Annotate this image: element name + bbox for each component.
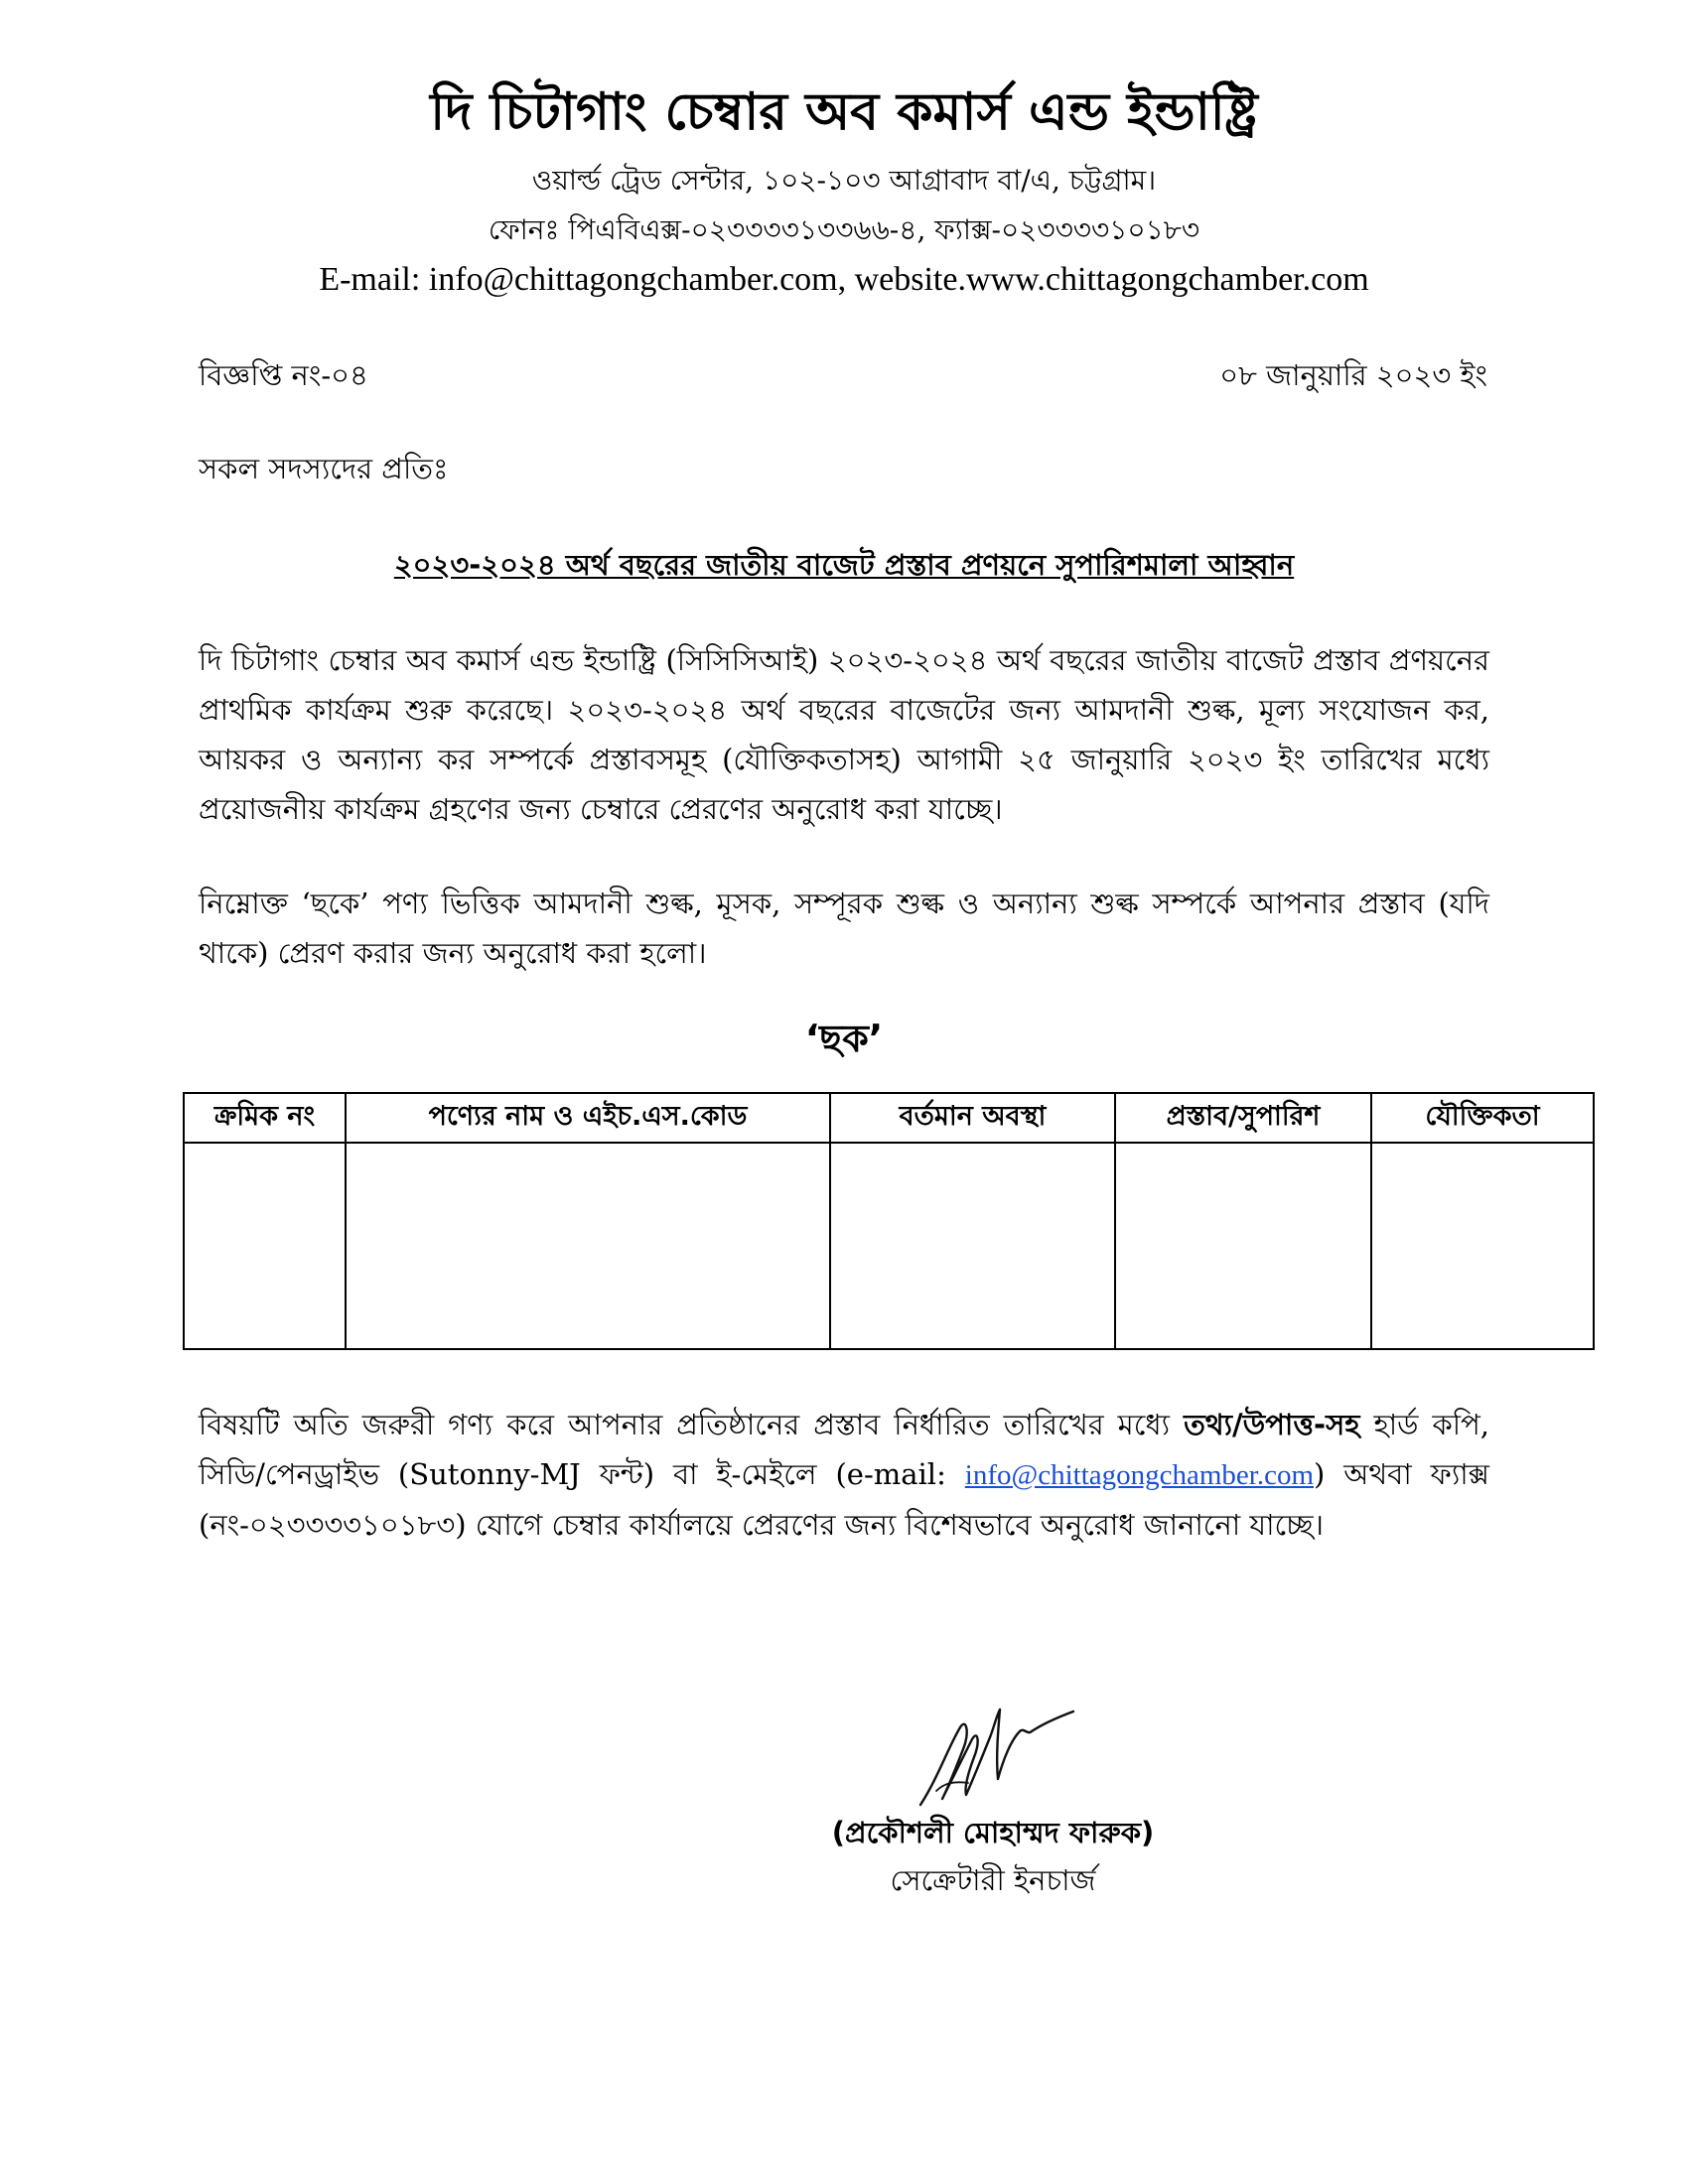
paragraph-budget-call: দি চিটাগাং চেম্বার অব কমার্স এন্ড ইন্ডাষ্ট্রি (সিসিসিআই) ২০২৩-২০২৪ অর্থ বছরের জাতীয় বাজেট প্রস্তাব প্রণয়নের প্রাথমিক কার্যক্রম শুরু করেছে। ২০২৩-২০২৪ অর্থ বছরের বাজেটের জন্য আমদানী শুল্ক, মূল্য সংযোজন কর, আয়কর ও অন্যান্য কর সম্পর্কে প্রস্তাবসমূহ (যৌক্তিকতাসহ) আগামী ২৫ জানুয়ারি ২০২৩ ইং তারিখের মধ্যে প্রয়োজনীয় কার্যক্রম গ্রহণের জন্য চেম্বারে প্রেরণের অনুরোধ করা যাচ্ছে। (199, 643, 1489, 826)
form-title: ‘ছক’ (804, 1017, 884, 1060)
signatory-title: সেক্রেটারী ইনচার্জ (890, 1863, 1096, 1897)
column-header-proposal: প্রস্তাব/সুপারিশ (1115, 1093, 1371, 1143)
column-header-justification: যৌক্তিকতা (1371, 1093, 1594, 1143)
paragraph-form-request: নিম্নোক্ত ‘ছকে’ পণ্য ভিত্তিক আমদানী শুল্ক, মূসক, সম্পূরক শুল্ক ও অন্যান্য শুল্ক সম্পর্কে আপনার প্রস্তাব (যদি থাকে) প্রেরণ করার জন্য অনুরোধ করা হলো। (199, 887, 1489, 970)
table-cell-current-status (830, 1143, 1115, 1349)
instructions-text-2: হার্ড কপি, সিডি/পেনড্রাইভ (Sutonny-MJ ফন্ট) বা ই-মেইলে (e-mail: (199, 1408, 1489, 1491)
table-cell-proposal (1115, 1143, 1371, 1349)
proposal-form-table (183, 1092, 1595, 1350)
instructions-text-3: ) অথবা ফ্যাক্স (নং-০২৩৩৩৩১০১৮৩) যোগে চেম্বার কার্যালয়ে প্রেরণের জন্য বিশেষভাবে অনুরোধ জানানো যাচ্ছে। (199, 1457, 1489, 1542)
table-cell-justification (1371, 1143, 1594, 1349)
table-header-row (184, 1093, 1594, 1143)
subject-heading (0, 544, 1688, 586)
instructions-bold-text: তথ্য/উপাত্ত-সহ (1184, 1408, 1360, 1441)
salutation: সকল সদস্যদের প্রতিঃ (199, 452, 449, 485)
table-cell-product-hs-code (346, 1143, 830, 1349)
table-row (184, 1143, 1594, 1349)
column-header-product-hs-code: পণ্যের নাম ও এইচ.এস.কোড (346, 1093, 830, 1143)
paragraph-submission-instructions (199, 1400, 1489, 1550)
org-phone: ফোনঃ পিএবিএক্স-০২৩৩৩৩১৩৩৬৬-৪, ফ্যাক্স-০২৩৩৩৩১০১৮৩ (488, 213, 1200, 246)
column-header-current-status: বর্তমান অবস্থা (830, 1093, 1115, 1143)
org-address: ওয়ার্ল্ড ট্রেড সেন্টার, ১০২-১০৩ আগ্রাবাদ বা/এ, চট্টগ্রাম। (531, 164, 1157, 197)
signatory-name: (প্রকৌশলী মোহাম্মদ ফারুক) (831, 1816, 1155, 1849)
column-header-serial: ক্রমিক নং (184, 1093, 346, 1143)
email-link[interactable]: info@chittagongchamber.com (964, 1459, 1315, 1491)
org-title: দি চিটাগাং চেম্বার অব কমার্স এন্ড ইন্ডাষ্ট্রি (430, 82, 1258, 142)
notice-number: বিজ্ঞপ্তি নং-০৪ (199, 358, 368, 392)
signature-icon (909, 1688, 1077, 1817)
subject-text: ২০২৩-২০২৪ অর্থ বছরের জাতীয় বাজেট প্রস্তাব প্রণয়নে সুপারিশমালা আহ্বান (393, 548, 1295, 582)
table-cell-serial (184, 1143, 346, 1349)
notice-date: ০৮ জানুয়ারি ২০২৩ ইং (1219, 358, 1487, 392)
instructions-text-1: বিষয়টি অতি জরুরী গণ্য করে আপনার প্রতিষ্ঠানের প্রস্তাব নির্ধারিত তারিখের মধ্যে (199, 1408, 1185, 1441)
org-email-website: E-mail: info@chittagongchamber.com, website.www.chittagongchamber.com (319, 261, 1369, 298)
